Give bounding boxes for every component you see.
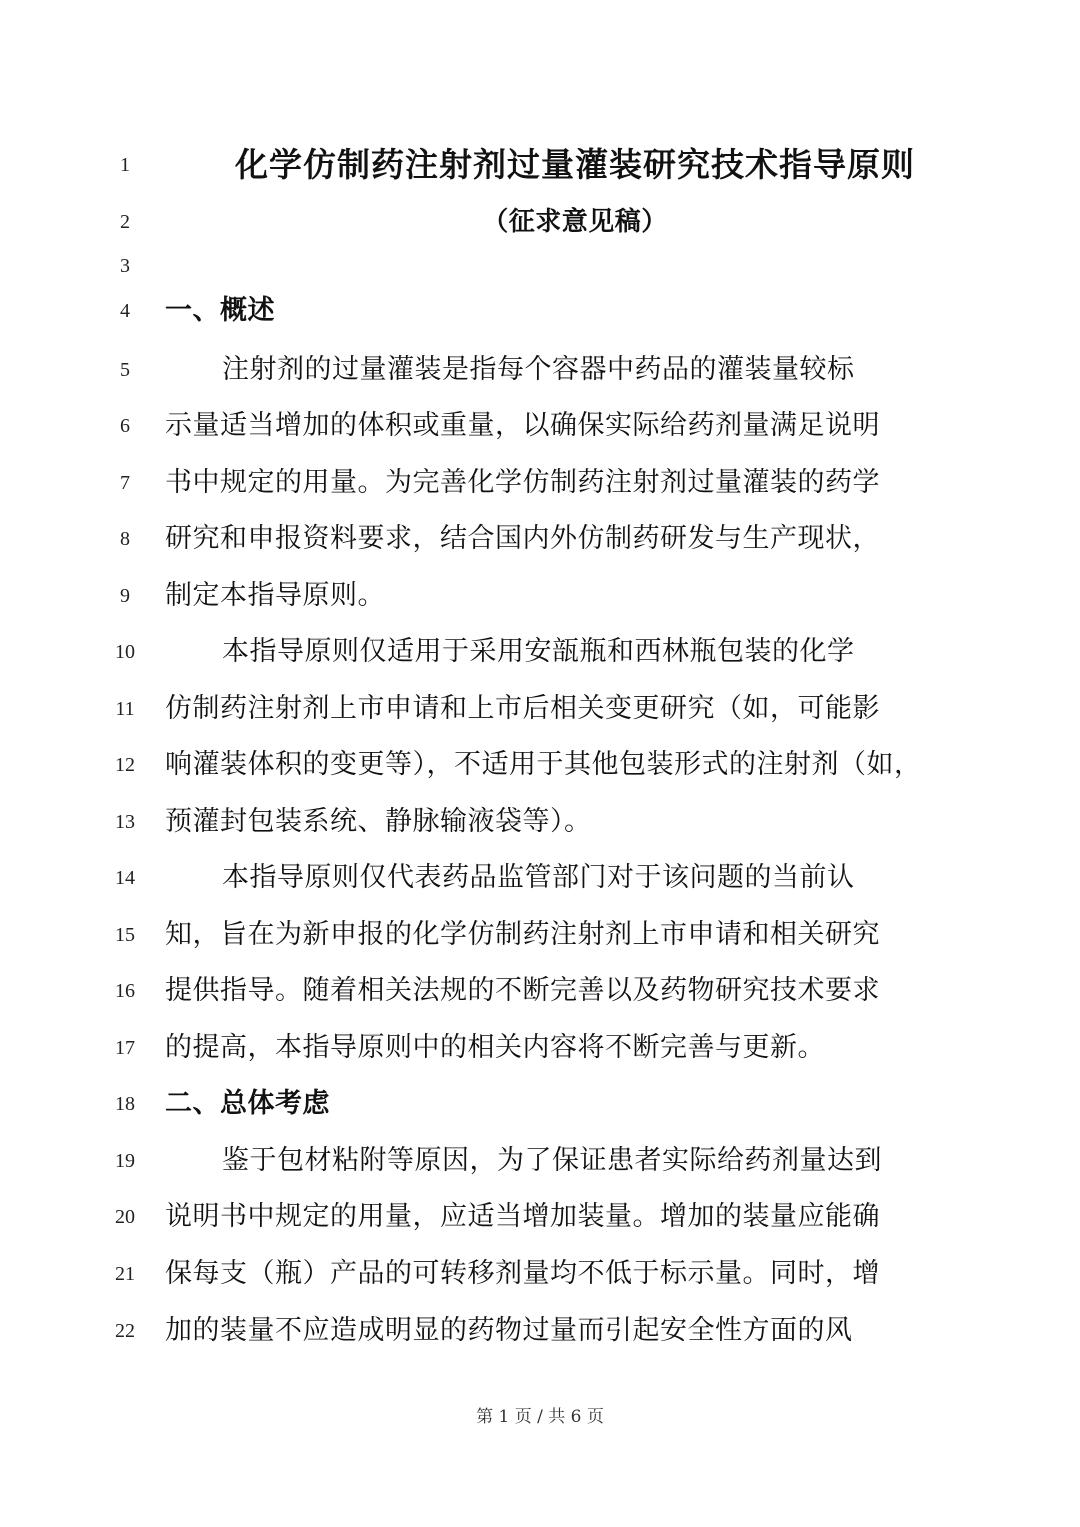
document-line xyxy=(0,850,1080,906)
document-line xyxy=(0,283,1080,339)
paragraph-start: 本指导原则仅适用于采用安瓿瓶和西林瓶包装的化学 xyxy=(222,636,855,667)
line-number: 1 xyxy=(120,154,130,176)
paragraph-start: 注射剂的过量灌装是指每个容器中药品的灌装量较标 xyxy=(222,354,855,385)
document-line xyxy=(0,398,1080,454)
document-line xyxy=(0,1189,1080,1245)
body-text: 预灌封包装系统、静脉输液袋等）。 xyxy=(165,806,592,837)
body-text: 研究和申报资料要求，结合国内外仿制药研发与生产现状， xyxy=(165,523,880,554)
line-number: 7 xyxy=(120,472,130,494)
document-line xyxy=(0,681,1080,737)
line-number: 20 xyxy=(115,1206,135,1228)
line-number: 2 xyxy=(120,211,130,233)
document-line xyxy=(0,137,1080,193)
paragraph-start: 鉴于包材粘附等原因，为了保证患者实际给药剂量达到 xyxy=(222,1145,882,1176)
line-number: 13 xyxy=(115,811,135,833)
document-line xyxy=(0,568,1080,624)
line-number: 19 xyxy=(115,1150,135,1172)
body-text: 知，旨在为新申报的化学仿制药注射剂上市申请和相关研究 xyxy=(165,919,880,950)
body-text: 保每支（瓶）产品的可转移剂量均不低于标示量。同时，增 xyxy=(165,1258,880,1289)
document-line xyxy=(0,342,1080,398)
line-number: 15 xyxy=(115,924,135,946)
line-number: 17 xyxy=(115,1037,135,1059)
document-line xyxy=(0,511,1080,567)
line-number: 11 xyxy=(115,698,135,720)
line-number: 9 xyxy=(120,585,130,607)
section-heading: 一、概述 xyxy=(165,295,275,326)
body-text: 示量适当增加的体积或重量，以确保实际给药剂量满足说明 xyxy=(165,410,880,441)
document-line xyxy=(0,1076,1080,1132)
body-text: 提供指导。随着相关法规的不断完善以及药物研究技术要求 xyxy=(165,975,880,1006)
document-subtitle: （征求意见稿） xyxy=(482,207,668,237)
document-line xyxy=(0,1020,1080,1076)
body-text: 制定本指导原则。 xyxy=(165,580,385,611)
line-number: 18 xyxy=(115,1093,135,1115)
document-line xyxy=(0,624,1080,680)
line-number: 21 xyxy=(115,1263,135,1285)
line-number: 14 xyxy=(115,867,135,889)
document-line xyxy=(0,963,1080,1019)
document-line xyxy=(0,907,1080,963)
line-number: 4 xyxy=(120,300,130,322)
body-text: 说明书中规定的用量，应适当增加装量。增加的装量应能确 xyxy=(165,1201,880,1232)
document-line xyxy=(0,1246,1080,1302)
line-number: 5 xyxy=(120,359,130,381)
body-text: 书中规定的用量。为完善化学仿制药注射剂过量灌装的药学 xyxy=(165,467,880,498)
paragraph-start: 本指导原则仅代表药品监管部门对于该问题的当前认 xyxy=(222,862,855,893)
line-number: 22 xyxy=(115,1320,135,1342)
line-number: 16 xyxy=(115,980,135,1002)
body-text: 响灌装体积的变更等），不适用于其他包装形式的注射剂（如， xyxy=(165,749,922,780)
line-number: 6 xyxy=(120,415,130,437)
line-number: 8 xyxy=(120,528,130,550)
document-line xyxy=(0,1303,1080,1359)
document-line xyxy=(0,455,1080,511)
line-number: 3 xyxy=(120,255,130,277)
line-number: 10 xyxy=(115,641,135,663)
section-heading: 二、总体考虑 xyxy=(165,1088,330,1119)
body-text: 仿制药注射剂上市申请和上市后相关变更研究（如，可能影 xyxy=(165,693,880,724)
document-line xyxy=(0,1133,1080,1189)
body-text: 加的装量不应造成明显的药物过量而引起安全性方面的风 xyxy=(165,1315,853,1346)
document-line xyxy=(0,737,1080,793)
document-line xyxy=(0,794,1080,850)
body-text: 的提高，本指导原则中的相关内容将不断完善与更新。 xyxy=(165,1032,825,1063)
line-number: 12 xyxy=(115,754,135,776)
document-title: 化学仿制药注射剂过量灌装研究技术指导原则 xyxy=(235,145,915,184)
page-footer: 第 1 页 / 共 6 页 xyxy=(476,1407,604,1427)
